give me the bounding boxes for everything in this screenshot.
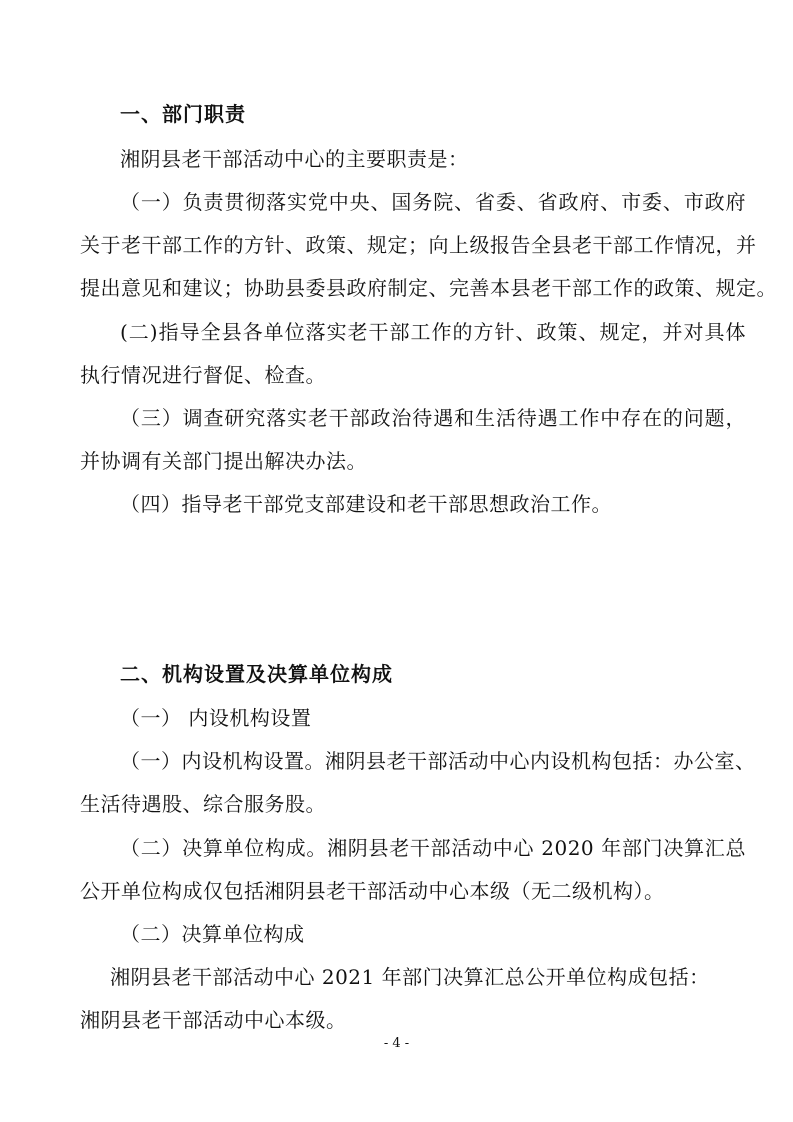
duty-item-2-line-1: (二)指导全县各单位落实老干部工作的方针、政策、规定，并对具体 <box>120 320 746 344</box>
budget-units-line-2: 湘阴县老干部活动中心本级。 <box>80 1008 347 1032</box>
budget-units-line-1: 湘阴县老干部活动中心 2021 年部门决算汇总公开单位构成包括： <box>110 965 710 989</box>
subheading-internal-structure: （一） 内设机构设置 <box>120 706 312 730</box>
section-heading-structure: 二、机构设置及决算单位构成 <box>120 662 393 686</box>
duty-item-4: （四）指导老干部党支部建设和老干部思想政治工作。 <box>120 492 612 516</box>
subheading-budget-units: （二）决算单位构成 <box>120 922 305 946</box>
duty-item-3-line-1: （三）调查研究落实老干部政治待遇和生活待遇工作中存在的问题， <box>120 406 746 430</box>
duties-intro: 湘阴县老干部活动中心的主要职责是： <box>120 147 469 171</box>
duty-item-1-line-3: 提出意见和建议；协助县委县政府制定、完善本县老干部工作的政策、规定。 <box>80 276 777 300</box>
duty-item-2-line-2: 执行情况进行督促、检查。 <box>80 363 326 387</box>
duty-item-3-line-2: 并协调有关部门提出解决办法。 <box>80 449 367 473</box>
section-heading-duties: 一、部门职责 <box>120 102 246 126</box>
duty-item-1-line-1: （一）负责贯彻落实党中央、国务院、省委、省政府、市委、市政府 <box>120 190 746 214</box>
structure-paragraph-1-line-2: 生活待遇股、综合服务股。 <box>80 792 326 816</box>
structure-paragraph-2-line-1: （二）决算单位构成。湘阴县老干部活动中心 2020 年部门决算汇总 <box>120 836 746 860</box>
duty-item-1-line-2: 关于老干部工作的方针、政策、规定；向上级报告全县老干部工作情况，并 <box>80 233 757 257</box>
structure-paragraph-2-line-2: 公开单位构成仅包括湘阴县老干部活动中心本级（无二级机构）。 <box>80 879 665 903</box>
structure-paragraph-1-line-1: （一）内设机构设置。湘阴县老干部活动中心内设机构包括：办公室、 <box>120 749 756 773</box>
page-number: - 4 - <box>383 1036 410 1051</box>
